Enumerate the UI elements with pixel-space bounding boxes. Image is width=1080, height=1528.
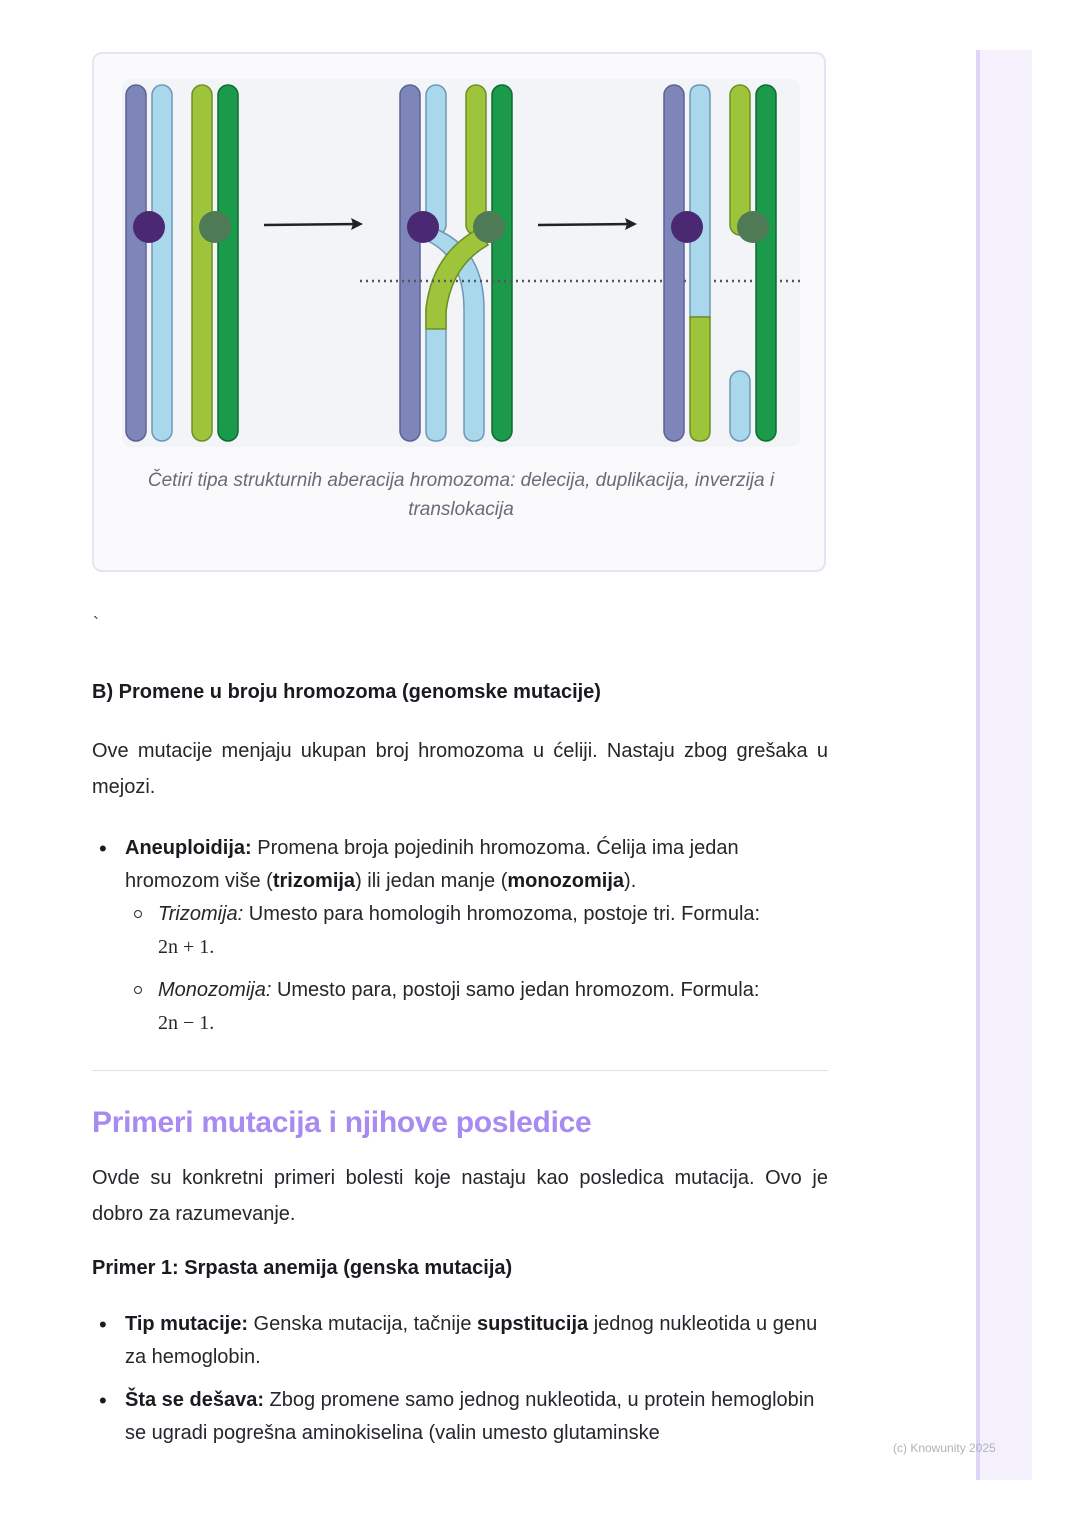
side-panel: [976, 50, 1032, 1480]
aneuploidy-sublist: [125, 898, 828, 1040]
aneuploidy-list: [92, 832, 828, 1040]
list-item-sta-se-desava: • Šta se dešava: Zbog promene samo jednog nukleotida, u protein hemoglobin se ugradi pogrešna aminokiselina (valin umesto glutaminske: [92, 1384, 828, 1450]
list-item-trizomija: Trizomija: Umesto para homologih hromozoma, postoje tri. Formula: 2n + 1.: [125, 898, 828, 964]
examples-heading: Primeri mutacija i njihove posledice: [92, 1106, 592, 1139]
list-item-monozomija: Monozomija: Umesto para, postoji samo jedan hromozom. Formula: 2n − 1.: [125, 974, 828, 1040]
list-item-tip-mutacije: • Tip mutacije: Genska mutacija, tačnije supstitucija jednog nukleotida u genu za hemoglobin.: [92, 1308, 828, 1374]
divider: [92, 1070, 828, 1071]
chromosome-illustration: [122, 79, 800, 447]
term-aneuploidy: Aneuploidija:: [125, 837, 252, 859]
formula-monozomija: 2n − 1.: [158, 1012, 215, 1034]
stray-backtick: `: [93, 614, 99, 634]
figure-card: [92, 52, 826, 572]
section-b-heading: B) Promene u broju hromozoma (genomske mutacije): [92, 681, 601, 703]
section-b-intro: Ove mutacije menjaju ukupan broj hromozoma u ćeliji. Nastaju zbog grešaka u mejozi.: [92, 740, 828, 798]
examples-intro: Ovde su konkretni primeri bolesti koje nastaju kao posledica mutacija. Ovo je dobro za razumevanje.: [92, 1167, 828, 1225]
watermark: (c) Knowunity 2025: [893, 1441, 996, 1455]
figure-caption: Četiri tipa strukturnih aberacija hromozoma: delecija, duplikacija, inverzija i translokacija: [147, 470, 775, 520]
main-content: [92, 676, 828, 1450]
list-item-aneuploidy: • Aneuploidija: Promena broja pojedinih hromozoma. Ćelija ima jedan hromozom više (trizomija) ili jedan manje (monozomija). Trizomija: Umesto para homologih hromozoma, postoje tri. Formula: 2n + 1. Monozomija: Umesto para, postoji samo jedan hromozom. Formula: 2n − 1.: [92, 832, 828, 1040]
formula-trizomija: 2n + 1.: [158, 936, 215, 958]
example1-list: [92, 1308, 828, 1450]
example1-heading: Primer 1: Srpasta anemija (genska mutacija): [92, 1257, 513, 1279]
